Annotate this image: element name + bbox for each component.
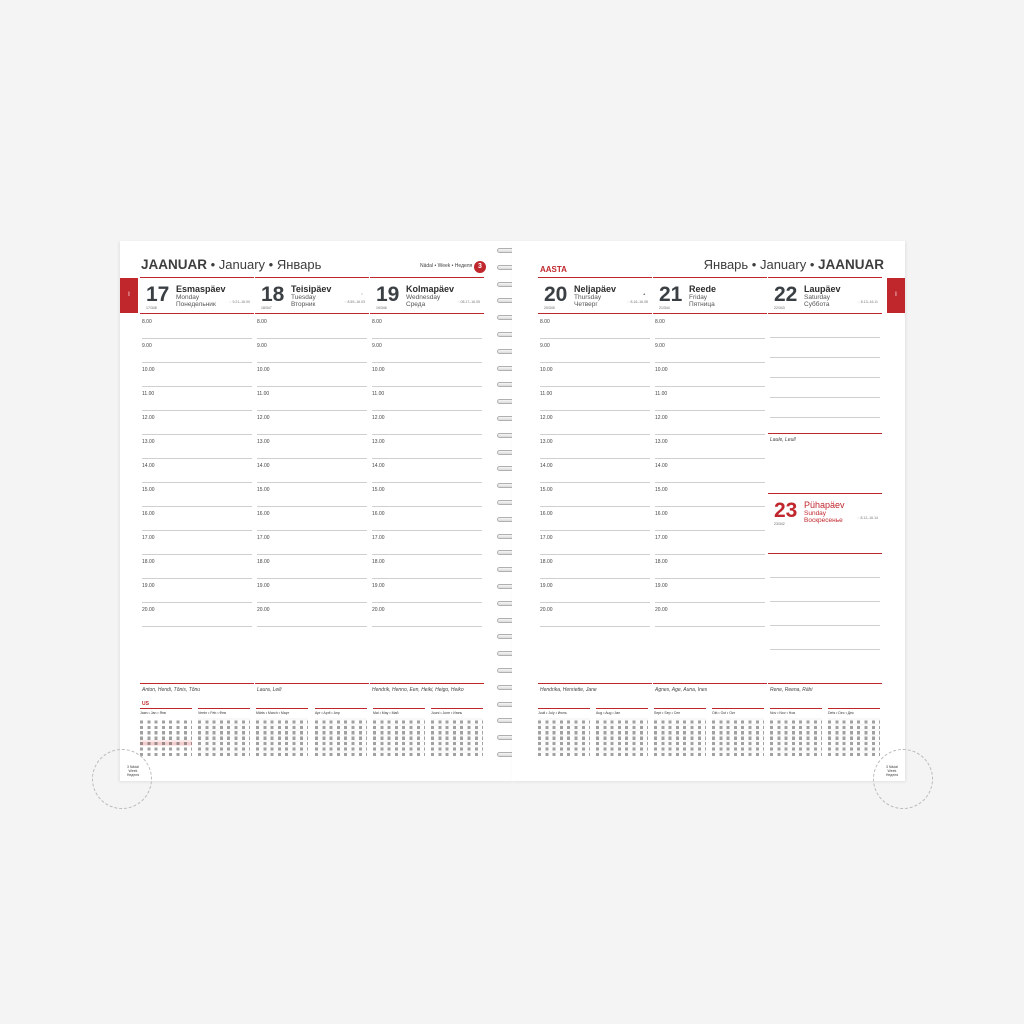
day-sequence: 19/346 (376, 306, 387, 310)
day-name-en: Tuesday (291, 294, 316, 301)
hour-label: 8.00 (142, 319, 152, 325)
hour-label: 9.00 (142, 343, 152, 349)
day-name-en: Wednesday (406, 294, 441, 301)
hour-slot[interactable] (372, 579, 482, 603)
day-header (540, 283, 650, 313)
month-tab[interactable]: I (887, 278, 905, 313)
day-name-et: Pühapäev (804, 500, 845, 510)
hour-slot[interactable] (142, 603, 252, 627)
mini-month: Juuli • July • Июль (538, 708, 590, 756)
day-sequence: 21/344 (659, 306, 670, 310)
sunrise-sunset: ◌ 8.16–16.08 (627, 300, 648, 304)
hour-slot[interactable] (655, 579, 765, 603)
hour-label: 10.00 (655, 367, 668, 373)
day-header (372, 283, 482, 313)
day-header (142, 283, 252, 313)
hour-label: 18.00 (257, 559, 270, 565)
hour-slot[interactable] (142, 363, 252, 387)
name-days: Laule, Leull (770, 437, 796, 443)
moon-phase-icon: ○ (360, 292, 363, 296)
hour-slot[interactable] (257, 315, 367, 339)
hour-label: 12.00 (142, 415, 155, 421)
day-number: 23 (774, 499, 798, 522)
hour-slot[interactable] (257, 507, 367, 531)
hour-label: 16.00 (142, 511, 155, 517)
day-header (257, 283, 367, 313)
day-name-et: Teisipäev (291, 284, 332, 294)
day-name-ru: Вторник (291, 301, 316, 308)
day-sequence: 17/348 (146, 306, 157, 310)
hour-label: 18.00 (142, 559, 155, 565)
day-number: 22 (774, 283, 798, 306)
page-corner-tear[interactable]: 3 Nädal Week Неделя (122, 749, 152, 779)
hour-label: 9.00 (372, 343, 382, 349)
mini-calendars (140, 708, 506, 758)
day-name-et: Kolmapäev (406, 284, 455, 294)
day-number: 21 (659, 283, 683, 306)
hour-slot[interactable] (655, 363, 765, 387)
month-tab[interactable]: I (120, 278, 138, 313)
name-days: Anton, Hendi, Tõnis, Tõnu (142, 687, 201, 693)
day-sequence: 22/343 (774, 306, 785, 310)
hour-label: 8.00 (540, 319, 550, 325)
sunrise-sunset: ◌ 9.21–16.00 (229, 300, 250, 304)
hour-label: 9.00 (655, 343, 665, 349)
hour-slot[interactable] (372, 411, 482, 435)
hour-label: 12.00 (257, 415, 270, 421)
hour-label: 17.00 (655, 535, 668, 541)
mini-month: Apr • April • Апр (315, 708, 367, 756)
hour-slot[interactable] (257, 555, 367, 579)
hour-slot[interactable] (540, 531, 650, 555)
hour-slot[interactable] (372, 603, 482, 627)
hour-label: 10.00 (142, 367, 155, 373)
right-page (512, 241, 905, 781)
day-name-ru: Суббота (804, 301, 830, 308)
mini-month: Aug • Aug • Авг (596, 708, 648, 756)
hour-label: 9.00 (257, 343, 267, 349)
hour-label: 14.00 (655, 463, 668, 469)
day-header (655, 283, 765, 313)
hour-slot[interactable] (655, 603, 765, 627)
hour-slot[interactable] (540, 435, 650, 459)
hour-label: 11.00 (257, 391, 270, 397)
mountain-icon: ▲ (642, 292, 646, 296)
hour-label: 11.00 (372, 391, 385, 397)
day-column-18 (255, 277, 369, 712)
hour-slot[interactable] (540, 579, 650, 603)
hour-label: 20.00 (142, 607, 155, 613)
sunrise-sunset: ◌ 08.17–16.05 (457, 300, 480, 304)
mini-month: Märts • March • Март (256, 708, 308, 756)
hour-slot[interactable] (372, 435, 482, 459)
hour-label: 10.00 (372, 367, 385, 373)
holiday-marker: US (142, 701, 149, 707)
hour-slot[interactable] (142, 507, 252, 531)
hour-slot[interactable] (372, 555, 482, 579)
day-header (770, 283, 880, 313)
hour-slot[interactable] (655, 531, 765, 555)
mini-month: Nov • Nov • Ноя (770, 708, 822, 756)
hour-label: 14.00 (142, 463, 155, 469)
hour-slot[interactable] (655, 435, 765, 459)
name-days: Hendrik, Henno, Een, Heiki, Heigo, Heiko (372, 687, 464, 693)
week-label: Nädal • Week • Неделя (420, 263, 473, 269)
hour-label: 19.00 (142, 583, 155, 589)
hour-slot[interactable] (142, 435, 252, 459)
hour-label: 8.00 (372, 319, 382, 325)
hour-slot[interactable] (257, 435, 367, 459)
hour-slot[interactable] (142, 555, 252, 579)
day-number: 17 (146, 283, 170, 306)
hour-slot[interactable] (540, 411, 650, 435)
day-column-20 (538, 277, 652, 712)
mini-month: Okt • Oct • Окт (712, 708, 764, 756)
hour-slot[interactable] (540, 363, 650, 387)
day-column-17 (140, 277, 254, 712)
mini-calendars (538, 708, 884, 758)
hour-slot[interactable] (257, 603, 367, 627)
hour-slot[interactable] (372, 531, 482, 555)
day-column-19 (370, 277, 484, 712)
hour-label: 13.00 (257, 439, 270, 445)
hour-label: 8.00 (257, 319, 267, 325)
hour-label: 13.00 (655, 439, 668, 445)
hour-label: 20.00 (257, 607, 270, 613)
day-name-en: Saturday (804, 294, 831, 301)
hour-label: 15.00 (655, 487, 668, 493)
year-label: AASTA (540, 265, 567, 274)
hour-label: 19.00 (540, 583, 553, 589)
hour-label: 15.00 (540, 487, 553, 493)
mini-month: Sept • Sep • Сен (654, 708, 706, 756)
hour-label: 10.00 (257, 367, 270, 373)
day-name-et: Laupäev (804, 284, 841, 294)
month-title: Январь • January • JAANUAR (703, 257, 884, 272)
name-days: Rene, Reena, Rähi (770, 687, 813, 693)
sunrise-sunset: ◌ 8.59–16.03 (344, 300, 365, 304)
sunrise-sunset: ◌ 8.13–16.11 (857, 300, 878, 304)
name-days: Hendrika, Henriette, Jane (540, 687, 597, 693)
hour-slot[interactable] (372, 339, 482, 363)
hour-slot[interactable] (142, 579, 252, 603)
left-page (120, 241, 513, 781)
hour-label: 20.00 (655, 607, 668, 613)
hour-slot[interactable] (372, 387, 482, 411)
day-column-21 (653, 277, 767, 712)
hour-label: 19.00 (257, 583, 270, 589)
day-name-en: Thursday (574, 294, 602, 301)
hour-label: 16.00 (257, 511, 270, 517)
hour-slot[interactable] (372, 315, 482, 339)
day-name-ru: Пятница (689, 301, 715, 308)
hour-slot[interactable] (257, 579, 367, 603)
hour-slot[interactable] (655, 411, 765, 435)
day-name-en: Sunday (804, 510, 827, 517)
day-name-en: Monday (176, 294, 200, 301)
hour-slot[interactable] (540, 387, 650, 411)
hour-label: 8.00 (655, 319, 665, 325)
hour-slot[interactable] (372, 363, 482, 387)
hour-label: 18.00 (372, 559, 385, 565)
hour-label: 17.00 (540, 535, 553, 541)
hour-slot[interactable] (257, 483, 367, 507)
hour-label: 16.00 (655, 511, 668, 517)
hour-slot[interactable] (257, 411, 367, 435)
hour-label: 16.00 (372, 511, 385, 517)
hour-label: 15.00 (257, 487, 270, 493)
hour-label: 11.00 (540, 391, 553, 397)
name-days: Agnes, Age, Auna, Ines (655, 687, 708, 693)
hour-label: 19.00 (372, 583, 385, 589)
hour-label: 12.00 (655, 415, 668, 421)
day-name-et: Reede (689, 284, 717, 294)
hour-slot[interactable] (257, 387, 367, 411)
hour-slot[interactable] (142, 387, 252, 411)
hour-slot[interactable] (372, 459, 482, 483)
hour-label: 18.00 (540, 559, 553, 565)
hour-slot[interactable] (372, 483, 482, 507)
mini-month: Juuni • June • Июнь (431, 708, 483, 756)
hour-label: 13.00 (372, 439, 385, 445)
hour-slot[interactable] (257, 339, 367, 363)
day-number: 19 (376, 283, 400, 306)
hour-label: 19.00 (655, 583, 668, 589)
hour-label: 17.00 (372, 535, 385, 541)
day-sequence: 20/345 (544, 306, 555, 310)
hour-label: 14.00 (372, 463, 385, 469)
hour-label: 9.00 (540, 343, 550, 349)
hour-label: 11.00 (655, 391, 668, 397)
hour-label: 13.00 (142, 439, 155, 445)
hour-slot[interactable] (142, 315, 252, 339)
name-days: Laura, Leili (257, 687, 282, 693)
hour-label: 10.00 (540, 367, 553, 373)
hour-slot[interactable] (540, 555, 650, 579)
day-name-en: Friday (689, 294, 708, 301)
hour-label: 20.00 (540, 607, 553, 613)
hour-label: 11.00 (142, 391, 155, 397)
hour-label: 20.00 (372, 607, 385, 613)
day-sequence: 23/342 (774, 522, 785, 526)
mini-month: Veebr • Feb • Фев (198, 708, 250, 756)
hour-label: 14.00 (540, 463, 553, 469)
week-number-badge: 3 (474, 261, 486, 273)
mini-month: Jaan • Jan • Янв (140, 708, 192, 756)
hour-slot[interactable] (655, 459, 765, 483)
day-number: 18 (261, 283, 285, 306)
hour-slot[interactable] (257, 363, 367, 387)
hour-label: 12.00 (372, 415, 385, 421)
day-name-ru: Среда (406, 301, 426, 308)
hour-label: 18.00 (655, 559, 668, 565)
day-name-et: Neljapäev (574, 284, 617, 294)
hour-slot[interactable] (257, 459, 367, 483)
hour-label: 17.00 (142, 535, 155, 541)
hour-slot[interactable] (655, 555, 765, 579)
hour-slot[interactable] (540, 339, 650, 363)
hour-slot[interactable] (655, 387, 765, 411)
hour-label: 16.00 (540, 511, 553, 517)
day-number: 20 (544, 283, 568, 306)
hour-label: 15.00 (142, 487, 155, 493)
day-name-ru: Воскресенье (804, 517, 843, 524)
sunrise-sunset: ◌ 8.12–16.14 (857, 516, 878, 520)
hour-slot[interactable] (540, 315, 650, 339)
day-name-et: Esmaspäev (176, 284, 226, 294)
hour-slot[interactable] (142, 483, 252, 507)
hour-slot[interactable] (540, 603, 650, 627)
hour-label: 17.00 (257, 535, 270, 541)
hour-slot[interactable] (257, 531, 367, 555)
hour-slot[interactable] (142, 411, 252, 435)
hour-slot[interactable] (372, 507, 482, 531)
hour-slot[interactable] (142, 339, 252, 363)
day-name-ru: Понедельник (176, 301, 216, 308)
hour-slot[interactable] (655, 339, 765, 363)
mini-month: Dets • Dec • Дек (828, 708, 880, 756)
hour-slot[interactable] (655, 507, 765, 531)
hour-slot[interactable] (142, 459, 252, 483)
hour-slot[interactable] (655, 315, 765, 339)
day-name-ru: Четверг (574, 301, 598, 308)
hour-label: 13.00 (540, 439, 553, 445)
hour-slot[interactable] (540, 459, 650, 483)
hour-slot[interactable] (142, 531, 252, 555)
hour-label: 15.00 (372, 487, 385, 493)
month-title: JAANUAR • January • Январь (141, 257, 322, 272)
hour-label: 14.00 (257, 463, 270, 469)
hour-slot[interactable] (540, 507, 650, 531)
mini-month: Mai • May • Май (373, 708, 425, 756)
day-header-sunday (770, 499, 880, 529)
hour-slot[interactable] (655, 483, 765, 507)
hour-label: 12.00 (540, 415, 553, 421)
page-corner-tear[interactable]: 3 Nädal Week Неделя (873, 749, 903, 779)
day-sequence: 18/347 (261, 306, 272, 310)
day-column-22-23 (768, 277, 882, 712)
hour-slot[interactable] (540, 483, 650, 507)
